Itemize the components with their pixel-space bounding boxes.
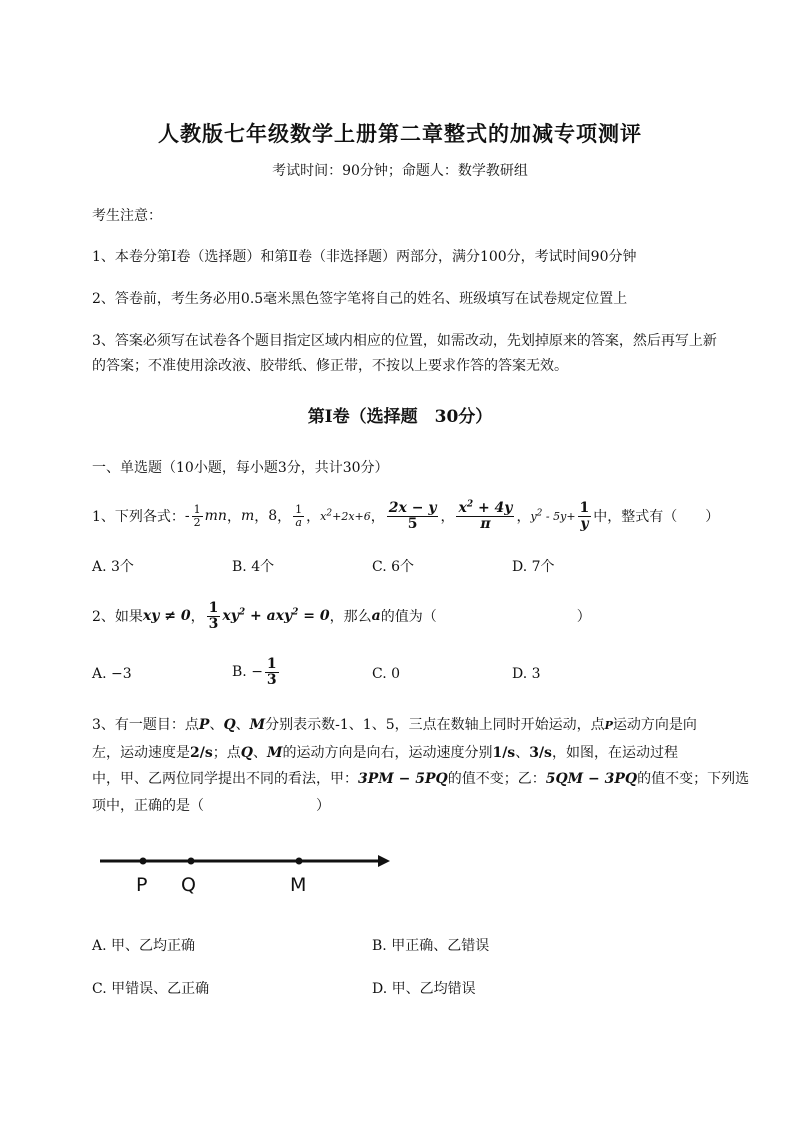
- q1-poly2-a: y: [530, 509, 537, 523]
- q3-expression-2: 5QM − 3PQ: [545, 771, 638, 787]
- q3-l2-e: 、: [515, 745, 530, 761]
- q3-point-m: M: [249, 717, 266, 733]
- q1-f1-den: 2: [193, 515, 201, 529]
- point-q-dot: [188, 858, 195, 865]
- q2-f-den: 3: [208, 615, 219, 632]
- q3-l2-c: 、: [252, 745, 267, 761]
- q1-poly1-rest: +2x+6: [332, 509, 371, 523]
- q1-option-a[interactable]: A. 3个: [92, 559, 134, 575]
- q1-f4-num-exp: 2: [466, 499, 474, 510]
- q3-l2-b: ；点: [212, 745, 241, 761]
- q1-sep: ，: [516, 509, 531, 525]
- q1-suffix: 中，整式有（ ）: [593, 509, 720, 525]
- q2-eq-exp2: 2: [292, 607, 299, 618]
- q3-option-b[interactable]: B. 甲正确、乙错误: [372, 938, 490, 954]
- q1-prefix: 1、下列各式：: [92, 509, 185, 525]
- q1-term-m: m: [240, 508, 255, 524]
- q2-optb-num: 1: [266, 655, 277, 672]
- question-1: [92, 494, 719, 538]
- q2-sep: ，: [190, 609, 205, 625]
- q3-line-4: 项中，正确的是（ ）: [92, 798, 330, 814]
- q1-fraction-5: [578, 501, 592, 531]
- q1-poly1-exp: 2: [326, 507, 333, 518]
- q1-option-c[interactable]: C. 6个: [372, 559, 415, 575]
- q3-l1-c: 、: [235, 717, 250, 733]
- q1-sep: ，: [254, 509, 269, 525]
- q3-line-3: [92, 768, 749, 788]
- exam-title: 人教版七年级数学上册第二章整式的加减专项测评: [158, 121, 642, 146]
- arrow-head-icon: [378, 855, 390, 867]
- q3-expression-1: 3PM − 5PQ: [358, 771, 448, 787]
- q1-f5-den: y: [580, 515, 589, 532]
- point-p-dot: [140, 858, 147, 865]
- q1-fraction-4: [456, 501, 514, 531]
- note-2: 2、答卷前，考生务必用0.5毫米黑色签字笔将自己的姓名、班级填写在试卷规定位置上: [92, 291, 628, 307]
- q1-f2-num: 1: [295, 502, 303, 516]
- q3-point-p: P: [198, 717, 210, 733]
- q2-optb-prefix: B. −: [232, 664, 263, 680]
- q3-point-p2: P: [604, 719, 613, 732]
- q1-f5-num: 1: [579, 499, 590, 516]
- part-heading: 一、单选题（10小题，每小题3分，共计30分）: [92, 460, 389, 476]
- q1-fraction-1: [192, 504, 203, 528]
- q3-speed-3: 3/s: [529, 745, 552, 761]
- q2-option-a[interactable]: A. −3: [92, 666, 132, 682]
- q1-sep: ，: [440, 509, 455, 525]
- q2-eq-c: = 0: [298, 608, 330, 624]
- q1-f4-den: π: [480, 515, 491, 532]
- q1-poly2-exp: 2: [536, 507, 543, 518]
- q3-l2-f: ，如图，在运动过程: [551, 745, 678, 761]
- note-1: 1、本卷分第I卷（选择题）和第Ⅱ卷（非选择题）两部分，满分100分，考试时间90分钟: [92, 249, 637, 265]
- q1-f4-num-a: x: [458, 499, 467, 516]
- q1-f3-num: 2x − y: [388, 499, 437, 516]
- number-line-label-m: M: [290, 874, 307, 896]
- q3-option-c[interactable]: C. 甲错误、乙正确: [92, 981, 210, 997]
- q3-l1-d: 分别表示数-1、1、5，三点在数轴上同时开始运动，点: [265, 717, 605, 733]
- q2-mid: ，那么: [329, 609, 372, 625]
- q3-l3-c: 的值不变；下列选: [637, 771, 750, 787]
- q3-option-a[interactable]: A. 甲、乙均正确: [92, 938, 196, 954]
- q2-optb-fraction: [265, 657, 279, 687]
- q2-optb-den: 3: [266, 671, 277, 688]
- q3-l3-a: 中，甲、乙两位同学提出不同的看法，甲：: [92, 771, 358, 787]
- exam-subtitle: 考试时间：90分钟；命题人：数学教研组: [272, 163, 528, 179]
- q3-point-m2: M: [266, 745, 283, 761]
- q3-speed-1: 2/s: [190, 745, 213, 761]
- q3-point-q: Q: [223, 717, 236, 733]
- q3-speed-2: 1/s: [492, 745, 516, 761]
- q1-option-b[interactable]: B. 4个: [232, 559, 275, 575]
- number-line-label-p: P: [136, 874, 148, 896]
- q3-l1-a: 3、有一题目：点: [92, 717, 199, 733]
- number-line-label-q: Q: [181, 874, 196, 896]
- q3-line-1: [92, 714, 697, 734]
- point-m-dot: [296, 858, 303, 865]
- q1-term-8: 8: [268, 508, 278, 524]
- q3-l1-e: 运动方向是向: [612, 717, 697, 733]
- q2-prefix: 2、如果: [92, 609, 143, 625]
- q1-poly-1: [320, 507, 371, 523]
- q3-l2-a: 左，运动速度是: [92, 745, 190, 761]
- q1-f4-num: [456, 501, 514, 517]
- q2-eq-b: + axy: [245, 608, 293, 624]
- q3-point-q2: Q: [240, 745, 253, 761]
- q1-sep: ，: [306, 509, 321, 525]
- q1-f4-num-b: + 4y: [473, 499, 513, 516]
- q1-sep: ，: [226, 509, 241, 525]
- q1-option-d[interactable]: D. 7个: [512, 559, 555, 575]
- q1-f2-den: a: [295, 515, 302, 529]
- q2-equation: [222, 608, 329, 624]
- q3-line-2: [92, 742, 678, 762]
- q1-poly2-b: - 5y+: [542, 509, 576, 523]
- q1-f3-den: 5: [407, 515, 418, 532]
- q1-fraction-2: [293, 504, 304, 528]
- q3-l3-b: 的值不变；乙：: [447, 771, 546, 787]
- q3-l2-d: 的运动方向是向右，运动速度分别: [282, 745, 493, 761]
- q2-eq-a: xy: [222, 608, 239, 624]
- q1-minus: -: [184, 508, 190, 524]
- q2-fraction: [207, 601, 221, 631]
- q2-f-num: 1: [208, 599, 219, 616]
- q1-poly1-base: x: [320, 509, 327, 523]
- note-3-line-2: 的答案；不准使用涂改液、胶带纸、修正带，不按以上要求作答的答案无效。: [92, 358, 568, 374]
- q1-f1-num: 1: [193, 502, 201, 516]
- q1-sep: ，: [277, 509, 292, 525]
- q2-eq-exp1: 2: [238, 607, 246, 618]
- q2-suffix: 的值为（ ）: [380, 609, 591, 625]
- q1-poly-2: [530, 507, 576, 523]
- q2-option-c[interactable]: C. 0: [372, 666, 401, 682]
- q3-l1-b: 、: [209, 717, 224, 733]
- q2-option-d[interactable]: D. 3: [512, 666, 541, 682]
- q1-term-mn: mn: [204, 508, 227, 524]
- q2-condition: xy ≠ 0: [142, 608, 191, 624]
- section-title: 第I卷（选择题 30分）: [307, 407, 493, 427]
- q2-variable: a: [371, 608, 381, 624]
- q1-sep: ，: [370, 509, 385, 525]
- notes-heading: 考生注意：: [92, 208, 162, 224]
- q2-option-b[interactable]: [232, 652, 281, 692]
- q1-fraction-3: [387, 501, 439, 531]
- note-3-line-1: 3、答案必须写在试卷各个题目指定区域内相应的位置，如需改动，先划掉原来的答案，然后再写上新: [92, 333, 717, 349]
- q3-option-d[interactable]: D. 甲、乙均错误: [372, 981, 476, 997]
- question-2: [92, 596, 591, 636]
